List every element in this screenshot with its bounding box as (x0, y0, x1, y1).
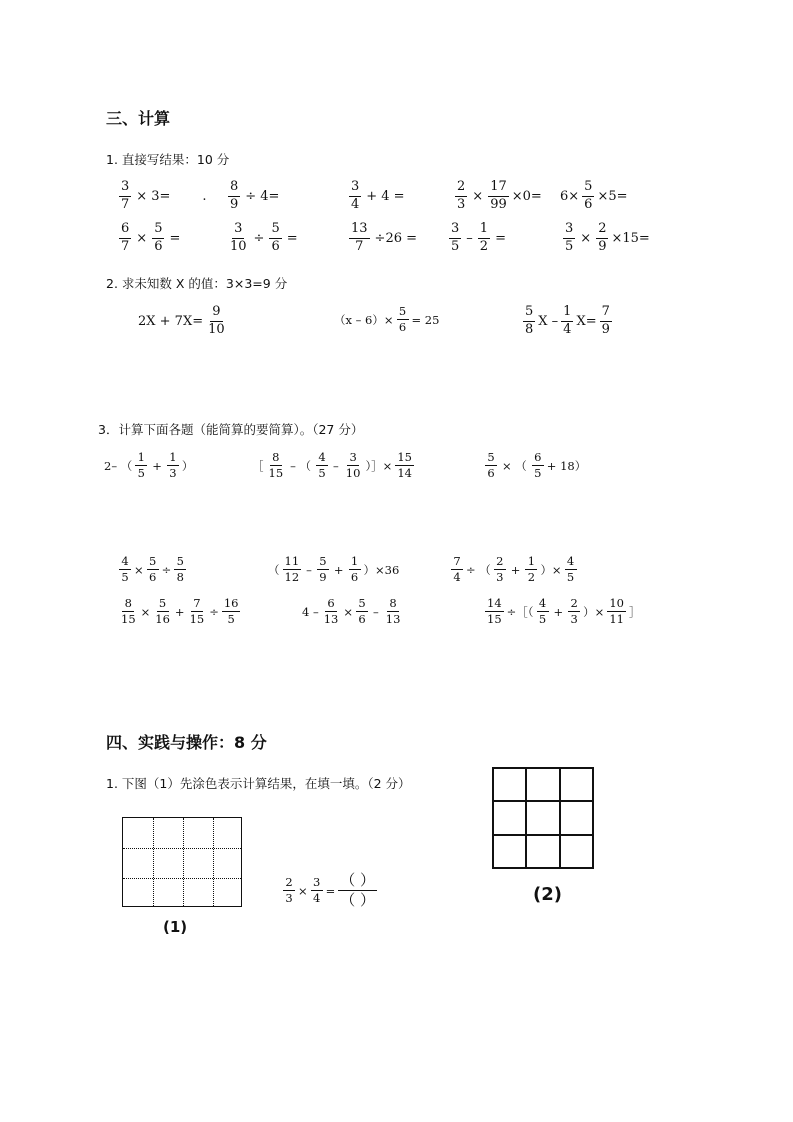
q1-r2-e2: $\frac{3}{10}$ ÷ $\frac{5}{6}$ = (230, 221, 298, 254)
q1-r1-e3: $\frac{3}{4}$ + 4 = (351, 179, 405, 212)
q1-r2-e5: $\frac{3}{5}$ × $\frac{2}{9}$ ×15= (565, 221, 650, 254)
q1-r2-e1: $\frac{6}{7}$ × $\frac{5}{6}$ = (121, 221, 181, 254)
q2-e2: （x – 6）× $\frac{5}{6}$ = 25 (334, 304, 440, 335)
grid-line (153, 818, 154, 906)
grid-cell[interactable] (560, 801, 593, 834)
fraction: $\frac{3}{7}$ (121, 179, 130, 212)
q2-e3: $\frac{5}{8}$ X – $\frac{1}{4}$ X= $\frac{7}{9}$ (525, 304, 610, 337)
q3-r1-e3: $\frac{5}{6}$ × （ $\frac{6}{5}$ + 18） (482, 451, 586, 480)
grid-cell[interactable] (560, 768, 593, 801)
grid-line (123, 848, 241, 849)
grid-line (213, 818, 214, 906)
section-4-title: 四、实践与操作：8 分 (106, 733, 267, 752)
grid-cell[interactable] (493, 768, 526, 801)
q2-label: 2. 求未知数 X 的值：3×3=9 分 (106, 276, 288, 291)
q1-r2-e4: $\frac{3}{5}$ – $\frac{1}{2}$ = (451, 221, 506, 254)
q1-r2-e3: $\frac{13}{7}$ ÷26 = (351, 221, 418, 254)
grid-1-rectangle[interactable] (122, 817, 242, 907)
q3-r3-e3: $\frac{14}{15}$ ÷［（ $\frac{4}{5}$ + $\frac{2}{3}$ ）× $\frac{10}{11}$ ］ (487, 596, 641, 627)
q3-r3-e1: $\frac{8}{15}$ × $\frac{5}{16}$ + $\frac{7}{15}$ ÷ $\frac{16}{5}$ (121, 596, 239, 627)
q1-r1-e2: $\frac{8}{9}$ ÷ 4= (230, 179, 280, 212)
q3-label: 3．计算下面各题（能简算的要简算）。（27 分） (98, 422, 364, 437)
q3-r3-e2: 4 – $\frac{6}{13}$ × $\frac{5}{6}$ – $\frac{8}{13}$ (302, 596, 401, 627)
grid-cell[interactable] (526, 835, 559, 868)
q3-r2-e3: $\frac{7}{4}$ ÷ （ $\frac{2}{3}$ + $\frac{1}{2}$ ）× $\frac{4}{5}$ (448, 555, 580, 584)
q3-r1-e2: ［ $\frac{8}{15}$ – （ $\frac{4}{5}$ – $\frac{3}{10}$ ）］× $\frac{15}{14}$ (252, 450, 412, 481)
grid-line (183, 818, 184, 906)
q1-r1-e4: $\frac{2}{3}$ × $\frac{17}{99}$ ×0= (457, 179, 542, 212)
answer-blank[interactable]: $\frac{( )}{( )}$ (340, 871, 376, 910)
grid-2-caption: (2) (533, 884, 562, 905)
q3-r2-e2: （ $\frac{11}{12}$ – $\frac{5}{9}$ + $\frac{1}{6}$ ）×36 (268, 554, 400, 585)
s4-q1-label: 1. 下图（1）先涂色表示计算结果，在填一填。（2 分） (106, 776, 411, 791)
grid-cell[interactable] (493, 835, 526, 868)
grid-line (123, 878, 241, 879)
q3-r2-e1: $\frac{4}{5}$ × $\frac{5}{6}$ ÷ $\frac{5}{8}$ (116, 555, 189, 584)
q3-r1-e1: 2– （ $\frac{1}{5}$ + $\frac{1}{3}$ ） (104, 450, 194, 481)
grid-2-square[interactable] (492, 767, 594, 869)
grid-1-caption: (1) (163, 918, 188, 936)
grid-cell[interactable] (526, 768, 559, 801)
grid-cell[interactable] (526, 801, 559, 834)
q1-r1-e5: 6× $\frac{5}{6}$ ×5= (560, 179, 628, 212)
q1-r1-e1: $\frac{3}{7}$ × 3= . (121, 179, 207, 212)
q1-label: 1. 直接写结果：10 分 (106, 152, 230, 167)
grid-cell[interactable] (493, 801, 526, 834)
grid-cell[interactable] (560, 835, 593, 868)
section-3-title: 三、计算 (106, 109, 171, 128)
q2-e1: 2X + 7X= $\frac{9}{10}$ (138, 304, 225, 337)
s4-expr: $\frac{2}{3}$ × $\frac{3}{4}$ = $\frac{( )}{( )}$ (280, 872, 380, 910)
